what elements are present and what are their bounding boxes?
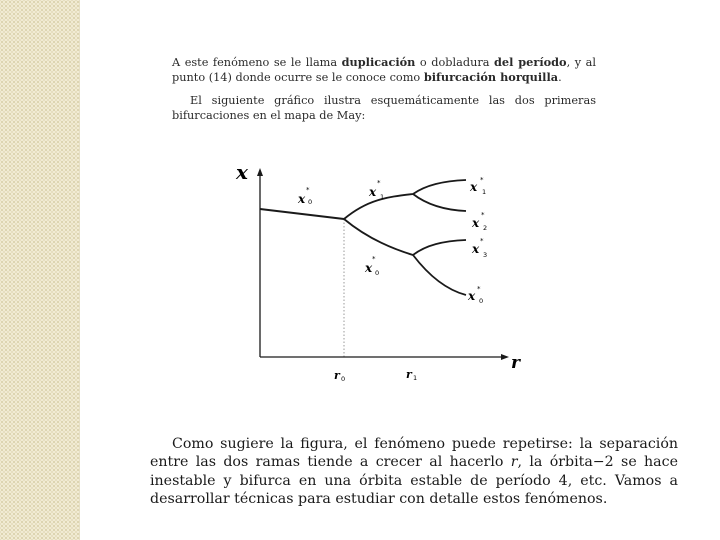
- tick-label-r1: [406, 368, 417, 382]
- pl1-sub: 1: [380, 193, 385, 201]
- branch-upper-period2: [344, 194, 413, 219]
- bifurcation-diagram: [228, 157, 538, 389]
- pl6-sup: *: [477, 285, 481, 293]
- p1-text-1: A este fenómeno se le llama: [172, 56, 342, 69]
- pl5-sub: 3: [483, 251, 488, 259]
- pl3-base: x: [470, 180, 478, 194]
- p1-text-3: , y al punto (14) donde ocurre se le conoce como: [172, 56, 596, 84]
- pl3-sub: 1: [482, 188, 487, 196]
- tick-r1-base: r: [406, 368, 412, 381]
- p3-var-r: r: [510, 454, 518, 471]
- pl5-base: x: [472, 242, 480, 256]
- branch-fixed-point: [260, 209, 344, 219]
- p1-bold-bifurcacion: bifurcación horquilla: [423, 70, 559, 84]
- decorative-side-strip: [0, 0, 80, 540]
- x-axis-arrow: [501, 354, 509, 360]
- p1-bold-periodo: del período: [494, 55, 567, 69]
- p1-text-2: o dobladura: [415, 56, 495, 69]
- y-axis-arrow: [257, 168, 263, 176]
- point-label-x3-right: [471, 237, 487, 259]
- point-label-x2-right: [471, 211, 487, 232]
- pl5-sup: *: [480, 237, 484, 245]
- branch-lower-period2: [344, 219, 413, 255]
- point-label-x0-right: [467, 285, 483, 305]
- branch-period4-a: [413, 180, 466, 194]
- point-label-x0-mid: [364, 255, 379, 277]
- point-label-x1-mid: [368, 179, 384, 201]
- p3-text-1: Como sugiere la figura, el fenómeno puede repetirse: la separación entre las dos ramas tiende a crecer al hacerlo: [150, 436, 678, 471]
- branch-period4-b: [413, 194, 466, 211]
- point-label-x0-left: [297, 186, 312, 206]
- pl0-sup: *: [306, 186, 310, 194]
- pl0-sub: 0: [308, 198, 313, 206]
- branch-period4-c: [413, 240, 466, 255]
- branch-period4-d: [413, 255, 466, 295]
- pl1-sup: *: [377, 179, 381, 187]
- paragraph-graph-intro: El siguiente gráfico ilustra esquemáticamente las dos primeras bifurcaciones en el mapa de May:: [172, 94, 596, 122]
- bottom-text-block: [150, 435, 678, 508]
- x-axis-label: r: [511, 353, 520, 373]
- pl1-base: x: [369, 185, 377, 199]
- pl4-sub: 2: [483, 224, 488, 232]
- pl2-sub: 0: [375, 269, 380, 277]
- tick-r0-sub: 0: [341, 375, 346, 383]
- tick-r1-sub: 1: [413, 374, 418, 382]
- p1-bold-duplicacion: duplicación: [341, 55, 416, 69]
- point-label-x1-right: [469, 176, 486, 196]
- pl2-base: x: [365, 261, 373, 275]
- bifurcation-svg: [228, 157, 538, 389]
- pl6-sub: 0: [479, 297, 484, 305]
- pl4-sup: *: [481, 211, 485, 219]
- pl2-sup: *: [372, 255, 376, 263]
- tick-label-r0: [334, 369, 345, 383]
- paragraph-period-doubling: [172, 55, 596, 85]
- pl4-base: x: [472, 216, 480, 230]
- p1-text-4: .: [558, 71, 562, 84]
- y-axis-label: x: [236, 160, 248, 184]
- pl3-sup: *: [480, 176, 484, 184]
- p3-text-2: , la órbita−2 se hace inestable y bifurca en una órbita estable de período 4, etc. Vamos a desarrollar técnicas para estudiar con detalle estos fenómenos.: [150, 454, 678, 507]
- pl6-base: x: [468, 289, 476, 303]
- top-text-block: [172, 55, 596, 123]
- paragraph-conclusion: [150, 435, 678, 508]
- tick-r0-base: r: [334, 369, 340, 382]
- pl0-base: x: [298, 192, 306, 206]
